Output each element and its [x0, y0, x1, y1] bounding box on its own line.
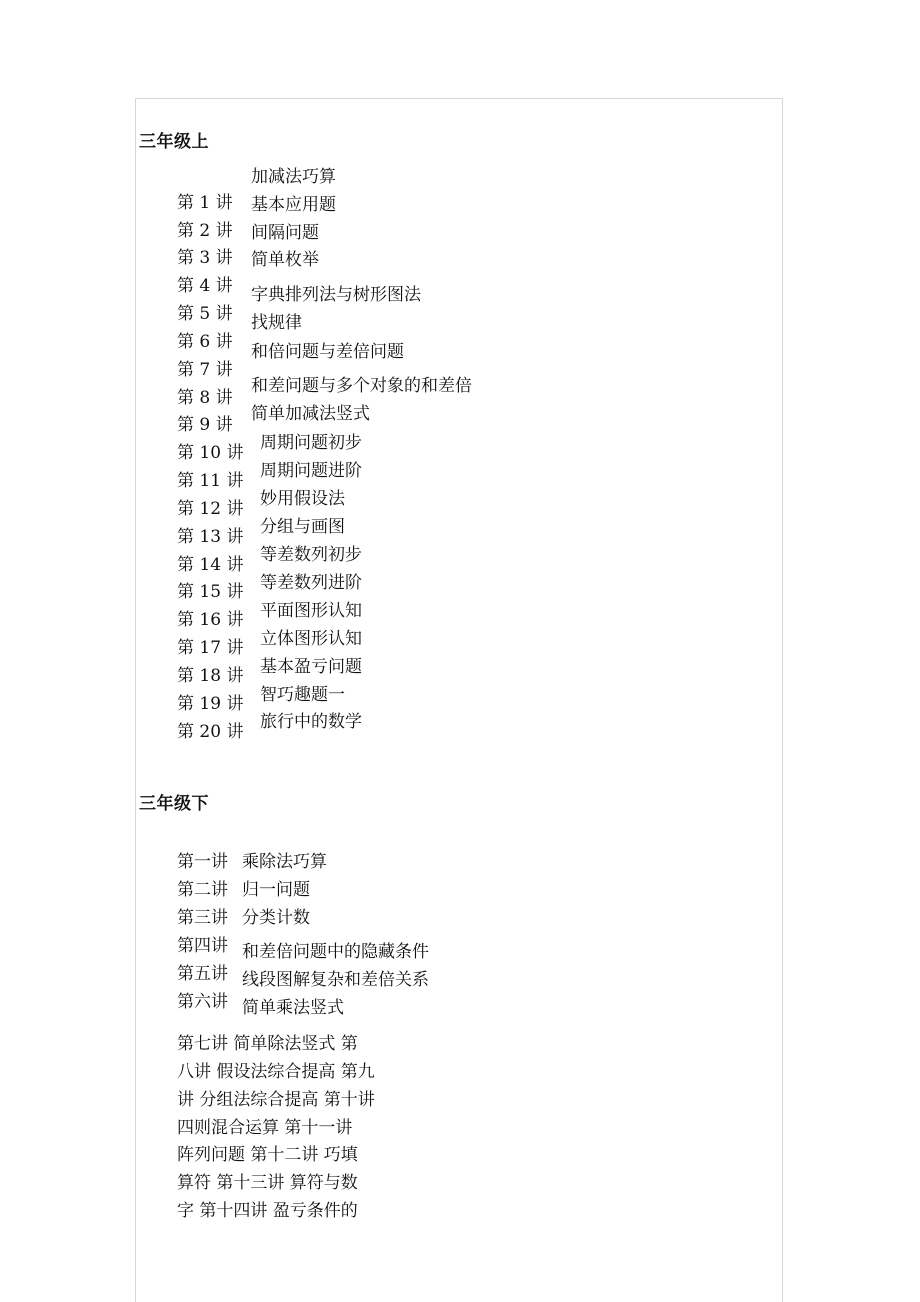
lecture-label: 第三讲 [177, 908, 228, 928]
section-heading-upper: 三年级上 [139, 132, 209, 152]
lecture-label: 第 3 讲 [177, 248, 233, 268]
lecture-topic: 和差倍问题中的隐藏条件 [242, 942, 429, 962]
lecture-topic: 简单加减法竖式 [251, 404, 370, 424]
lecture-label: 第 14 讲 [177, 555, 244, 575]
lecture-label: 第 12 讲 [177, 499, 244, 519]
section-heading-lower: 三年级下 [139, 794, 209, 814]
lecture-label: 第 11 讲 [177, 471, 244, 491]
lecture-topic: 分组与画图 [260, 517, 345, 537]
lecture-label: 第 2 讲 [177, 221, 233, 241]
lecture-label: 第 20 讲 [177, 722, 244, 742]
lecture-label: 第一讲 [177, 852, 228, 872]
flow-line: 讲 分组法综合提高 第十讲 [177, 1090, 375, 1110]
lecture-topic: 智巧趣题一 [260, 685, 345, 705]
lecture-topic: 找规律 [251, 313, 302, 333]
lecture-label: 第 13 讲 [177, 527, 244, 547]
lecture-topic: 乘除法巧算 [242, 852, 327, 872]
lecture-topic: 立体图形认知 [260, 629, 362, 649]
lecture-topic: 间隔问题 [251, 223, 319, 243]
intro-topic: 加减法巧算 [251, 167, 336, 187]
lecture-topic: 妙用假设法 [260, 489, 345, 509]
flow-line: 八讲 假设法综合提高 第九 [177, 1062, 375, 1082]
lecture-label: 第二讲 [177, 880, 228, 900]
lecture-topic: 基本盈亏问题 [260, 657, 362, 677]
lecture-topic: 等差数列进阶 [260, 573, 362, 593]
lecture-topic: 旅行中的数学 [260, 712, 362, 732]
lecture-topic: 字典排列法与树形图法 [251, 285, 421, 305]
lecture-label: 第 17 讲 [177, 638, 244, 658]
lecture-label: 第 7 讲 [177, 360, 233, 380]
lecture-topic: 周期问题进阶 [260, 461, 362, 481]
lecture-label: 第 15 讲 [177, 582, 244, 602]
lecture-label: 第 4 讲 [177, 276, 233, 296]
lecture-label: 第 19 讲 [177, 694, 244, 714]
lecture-label: 第四讲 [177, 936, 228, 956]
lecture-label: 第六讲 [177, 992, 228, 1012]
lecture-label: 第 5 讲 [177, 304, 233, 324]
lecture-topic: 线段图解复杂和差倍关系 [242, 970, 429, 990]
lecture-label: 第 6 讲 [177, 332, 233, 352]
lecture-label: 第 18 讲 [177, 666, 244, 686]
flow-line: 字 第十四讲 盈亏条件的 [177, 1201, 358, 1221]
lecture-topic: 和倍问题与差倍问题 [251, 342, 404, 362]
flow-line: 四则混合运算 第十一讲 [177, 1118, 353, 1138]
lecture-label: 第 1 讲 [177, 193, 233, 213]
lecture-topic: 基本应用题 [251, 195, 336, 215]
lecture-label: 第 8 讲 [177, 388, 233, 408]
lecture-topic: 简单枚举 [251, 250, 319, 270]
lecture-topic: 归一问题 [242, 880, 310, 900]
flow-line: 阵列问题 第十二讲 巧填 [177, 1145, 358, 1165]
lecture-label: 第 9 讲 [177, 415, 233, 435]
lecture-topic: 等差数列初步 [260, 545, 362, 565]
flow-line: 第七讲 简单除法竖式 第 [177, 1034, 358, 1054]
lecture-label: 第五讲 [177, 964, 228, 984]
lecture-topic: 分类计数 [242, 908, 310, 928]
lecture-topic: 简单乘法竖式 [242, 998, 344, 1018]
lecture-topic: 周期问题初步 [260, 433, 362, 453]
lecture-topic: 平面图形认知 [260, 601, 362, 621]
lecture-topic: 和差问题与多个对象的和差倍 [251, 376, 472, 396]
lecture-label: 第 16 讲 [177, 610, 244, 630]
flow-line: 算符 第十三讲 算符与数 [177, 1173, 358, 1193]
lecture-label: 第 10 讲 [177, 443, 244, 463]
